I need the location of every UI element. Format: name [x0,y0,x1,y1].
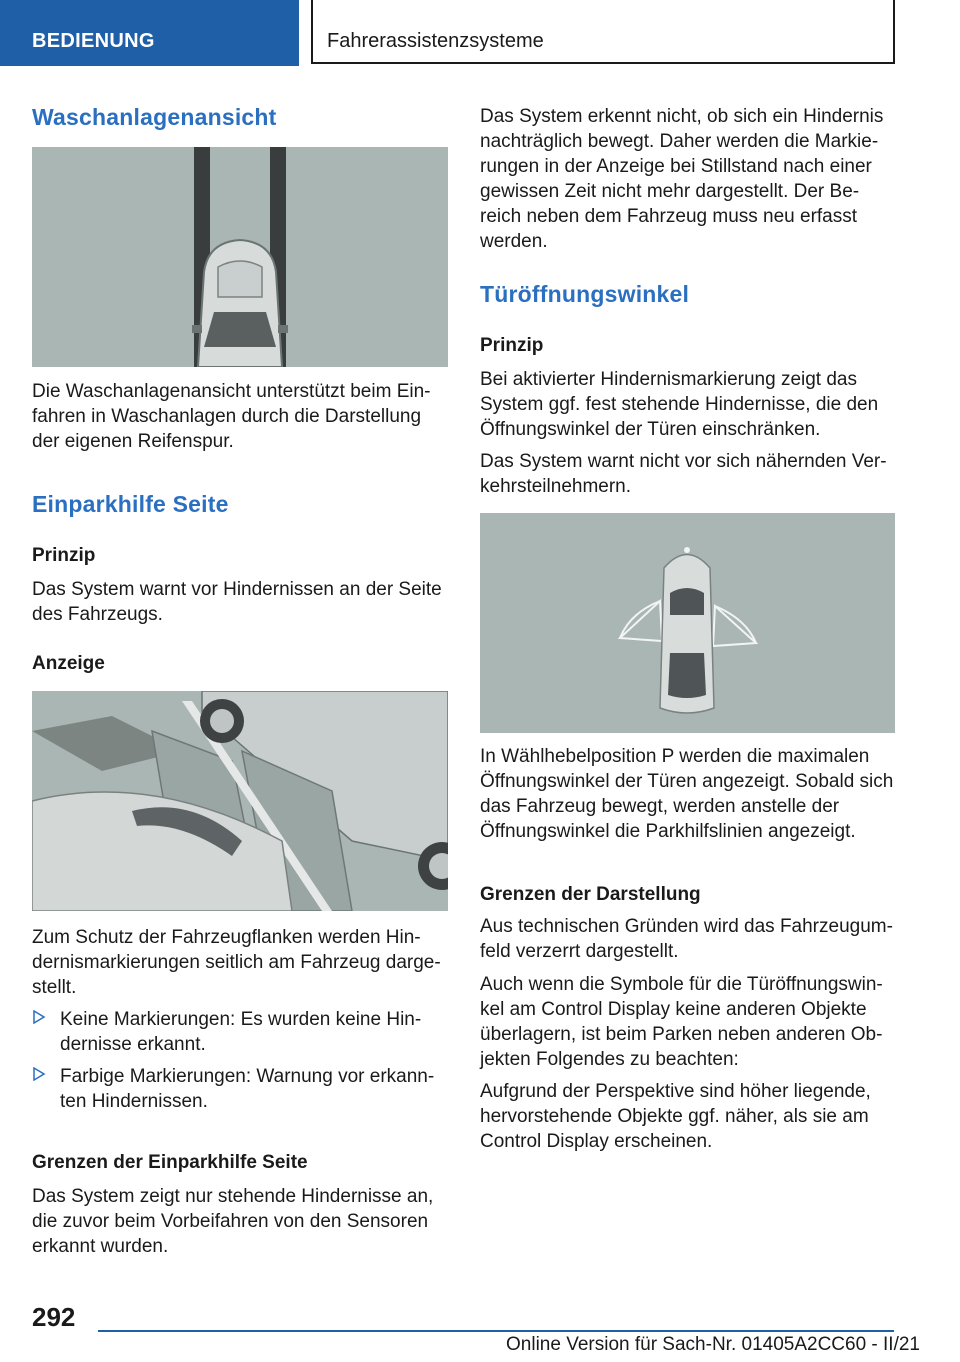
display-limits-text-3: Aufgrund der Perspektive sind höher liegende, hervorstehende Objekte ggf. näher, als sie am Control Display erscheinen. [480,1081,871,1152]
parking-display-figure [32,691,448,911]
parking-limits-heading: Grenzen der Einparkhilfe Seite [32,1152,308,1173]
footer-version: Online Version für Sach-Nr. 01405A2CC60 - II/21 [506,1334,921,1355]
page-number: 292 [32,1302,76,1332]
display-limits-heading: Grenzen der Darstellung [480,884,701,905]
display-heading: Anzeige [32,653,105,674]
washing-title: Waschanlagenansicht [32,104,277,130]
bullet-text: Keine Markierungen: Es wurden keine Hin-dernisse erkannt. [60,1009,422,1055]
gear-position-text: In Wählhebelposition P werden die maximalen Öffnungswinkel der Türen angezeigt. Sobald sich das Fahrzeug bewegt, werden anstelle der Öffnungswinkel die Parkhilfslinien angezeigt. [480,746,894,842]
section-label: BEDIENUNG [32,30,155,52]
display-text: Zum Schutz der Fahrzeugflanken werden Hin-dernismarkierungen seitlich am Fahrzeug darge-stellt. [32,927,441,998]
door-principle-heading: Prinzip [480,335,544,356]
parking-principle-heading: Prinzip [32,545,96,566]
display-limits-text-2: Auch wenn die Symbole für die Türöffnungswin-kel am Control Display keine anderen Objekte überlagern, ist beim Parken neben anderen Ob-jekten Folgendes zu beachten: [480,974,883,1070]
bullet-item [32,1064,448,1114]
parking-side-title: Einparkhilfe Seite [32,491,229,517]
door-angle-title: Türöffnungswinkel [480,281,690,307]
parking-limits-text: Das System zeigt nur stehende Hindernisse an, die zuvor beim Vorbeifahren von den Sensoren erkannt wurden. [32,1186,434,1257]
door-principle-text-1: Bei aktivierter Hindernismarkierung zeigt das System ggf. fest stehende Hindernisse, die den Öffnungswinkel der Türen einschränken. [480,369,879,440]
triangle-right-outline-icon [32,1010,46,1024]
washing-text: Die Waschanlagenansicht unterstützt beim Ein-fahren in Waschanlagen durch die Darstellung der eigenen Reifenspur. [32,381,431,452]
bullet-item [32,1007,448,1057]
chapter-label: Fahrerassistenzsysteme [327,30,544,52]
bullet-text: Farbige Markierungen: Warnung vor erkann-ten Hindernissen. [60,1066,435,1112]
footer-divider [98,1330,894,1332]
triangle-right-outline-icon [32,1067,46,1081]
washing-view-illustration [32,147,448,367]
display-limits-text-1: Aus technischen Gründen wird das Fahrzeugum-feld verzerrt dargestellt. [480,916,893,962]
door-angle-figure [480,513,895,733]
parking-principle-text: Das System warnt vor Hindernissen an der Seite des Fahrzeugs. [32,579,442,625]
parking-display-illustration [32,691,448,911]
section-tab [0,0,299,66]
door-angle-illustration [480,513,895,733]
door-principle-text-2: Das System warnt nicht vor sich nähernden Ver-kehrsteilnehmern. [480,451,887,497]
intro-text: Das System erkennt nicht, ob sich ein Hindernis nachträglich bewegt. Daher werden die Markie-rungen in der Anzeige bei Stillstand nach einer gewissen Zeit nicht mehr dargestellt. Der Be-reich neben dem Fahrzeug muss neu erfasst werden. [480,106,884,252]
chapter-tab [311,0,895,64]
washing-view-figure [32,147,448,367]
